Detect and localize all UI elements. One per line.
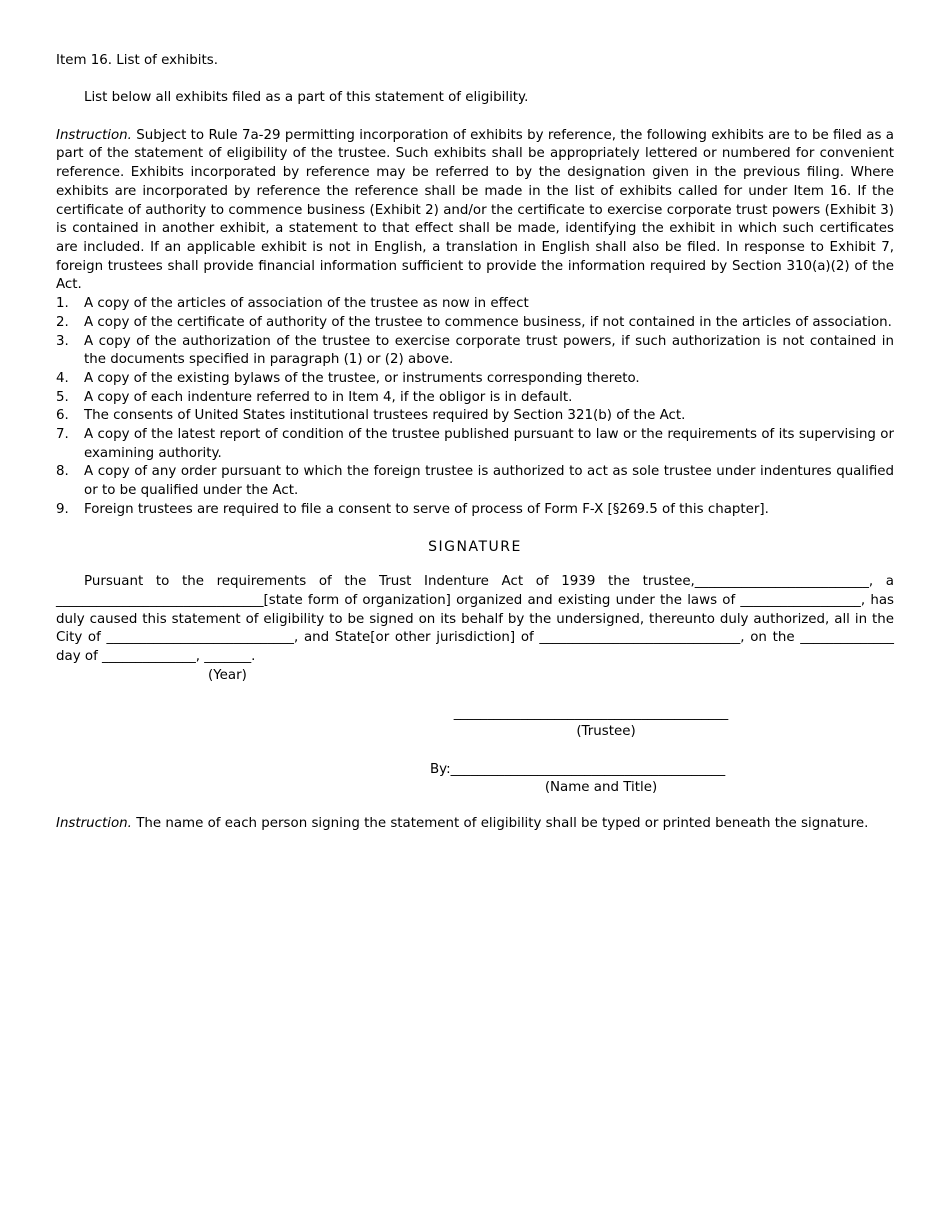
item-heading: Item 16. List of exhibits. xyxy=(56,53,218,68)
name-and-title-caption: (Name and Title) xyxy=(544,780,658,796)
signature-heading: SIGNATURE xyxy=(428,538,522,555)
exhibit-item xyxy=(56,389,894,408)
exhibit-number: 3. xyxy=(56,333,69,349)
exhibit-text: A copy of the certificate of authority of the trustee to commence business, if not contained in the articles of association. xyxy=(84,314,892,330)
exhibit-number: 2. xyxy=(56,314,69,330)
signature-block xyxy=(56,705,894,817)
exhibit-number: 4. xyxy=(56,370,69,386)
exhibit-text: A copy of the latest report of condition of the trustee published pursuant to law or the requirements of its supervising or examining authority. xyxy=(84,427,894,461)
instruction-paragraph xyxy=(56,127,894,295)
trustee-caption: (Trustee) xyxy=(576,724,636,740)
exhibit-item xyxy=(56,333,894,370)
final-instruction-label: Instruction. xyxy=(56,816,132,832)
exhibit-number: 7. xyxy=(56,427,69,443)
year-label: (Year) xyxy=(208,667,247,683)
exhibit-text: A copy of each indenture referred to in Item 4, if the obligor is in default. xyxy=(84,389,573,405)
signature-paragraph-text: Pursuant to the requirements of the Trust Indenture Act of 1939 the trustee,__________________________, a _______________________________[state form of organization] organized and existing under the laws of __________________, has duly caused this statement of eligibility to be signed on its behalf by the undersigned, thereunto duly authorized, all in the City of ____________________________, and State[or other jurisdiction] of ______________________________, on the ______________ day of ______________, _______. xyxy=(56,574,894,665)
exhibit-item xyxy=(56,314,894,333)
exhibit-text: A copy of the existing bylaws of the trustee, or instruments corresponding thereto. xyxy=(84,370,640,386)
trustee-signature-rule: _________________________________________ xyxy=(453,706,729,722)
exhibit-item xyxy=(56,295,894,314)
by-signature-line[interactable]: By:_________________________________________ xyxy=(430,762,726,778)
trustee-signature-line[interactable] xyxy=(446,705,736,724)
exhibit-item xyxy=(56,501,894,520)
exhibit-number: 9. xyxy=(56,501,69,517)
exhibit-number: 1. xyxy=(56,296,69,312)
final-instruction-paragraph xyxy=(56,815,894,834)
exhibit-text: A copy of the authorization of the trustee to exercise corporate trust powers, if such authorization is not contained in the documents specified in paragraph (1) or (2) above. xyxy=(84,333,894,368)
exhibit-item xyxy=(56,370,894,389)
item-lead-text: List below all exhibits filed as a part of this statement of eligibility. xyxy=(84,90,529,106)
exhibit-text: A copy of any order pursuant to which the foreign trustee is authorized to act as sole trustee under indentures qualified or to be qualified under the Act. xyxy=(84,464,894,499)
exhibit-number: 8. xyxy=(56,464,69,480)
exhibit-item xyxy=(56,407,894,426)
exhibit-text: Foreign trustees are required to file a consent to serve of process of Form F-X [§269.5 of this chapter]. xyxy=(84,501,769,517)
exhibit-number: 5. xyxy=(56,389,69,405)
exhibit-number: 6. xyxy=(56,408,69,424)
exhibit-item xyxy=(56,426,894,463)
instruction-label: Instruction. xyxy=(56,127,132,143)
exhibit-text: A copy of the articles of association of the trustee as now in effect xyxy=(84,296,529,312)
exhibit-list xyxy=(56,295,894,519)
exhibit-item xyxy=(56,463,894,500)
signature-paragraph xyxy=(56,573,894,667)
exhibit-text: The consents of United States institutional trustees required by Section 321(b) of the Act. xyxy=(84,408,686,424)
final-instruction-text: The name of each person signing the statement of eligibility shall be typed or printed beneath the signature. xyxy=(131,816,869,832)
instruction-text: Subject to Rule 7a-29 permitting incorporation of exhibits by reference, the following exhibits are to be filed as a part of the statement of eligibility of the trustee. Such exhibits shall be appropriately lettered or numbered for convenient reference. Exhibits incorporated by reference may be referred to by the designation given in the previous filing. Where exhibits are incorporated by reference the reference shall be made in the list of exhibits called for under Item 16. If the certificate of authority to commence business (Exhibit 2) and/or the certificate to exercise corporate trust powers (Exhibit 3) is contained in another exhibit, a statement to that effect shall be made, identifying the exhibit in which such certificates are included. If an applicable exhibit is not in English, a translation in English shall also be filed. In response to Exhibit 7, foreign trustees shall provide financial information sufficient to provide the information required by Section 310(a)(2) of the Act. xyxy=(56,127,894,293)
